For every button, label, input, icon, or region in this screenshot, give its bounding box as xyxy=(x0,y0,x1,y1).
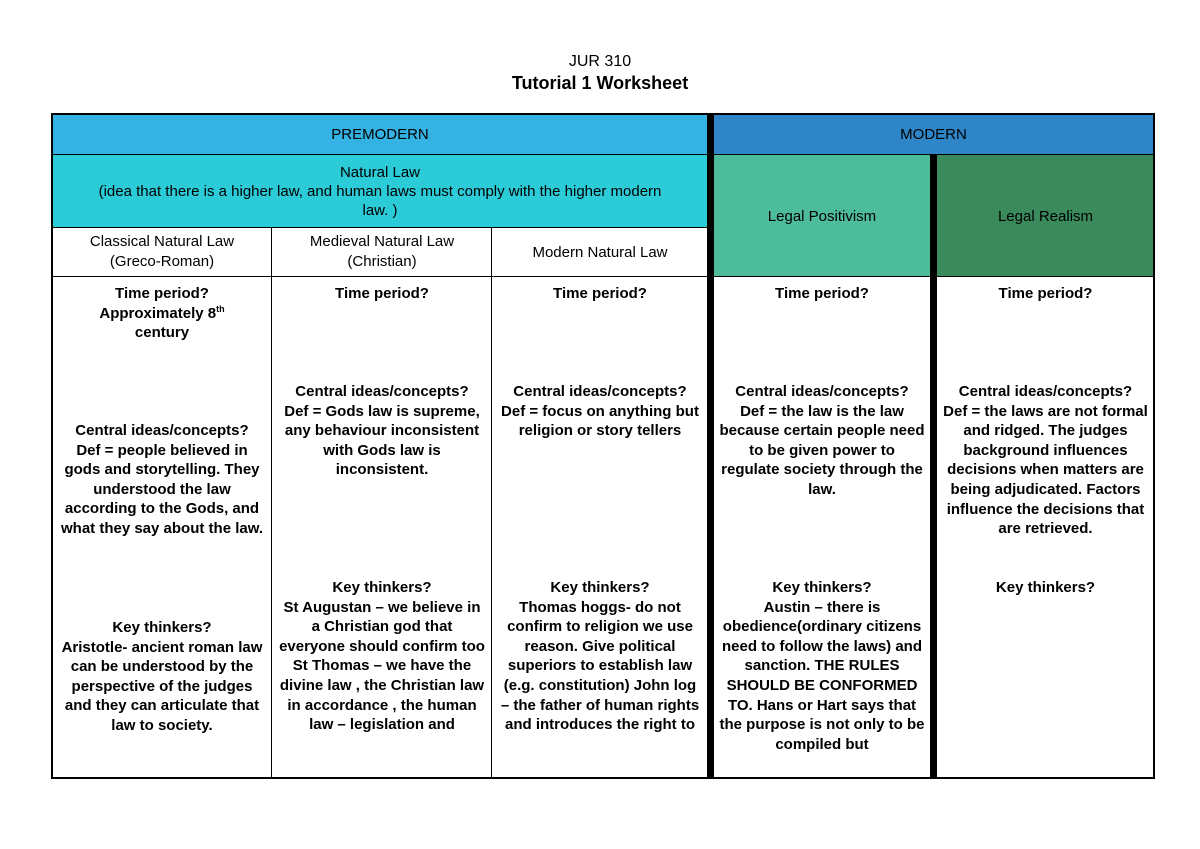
positivism-column xyxy=(713,284,931,778)
natural-law-description: (idea that there is a higher law, and human laws must comply with the higher modern law. ) xyxy=(98,182,662,219)
modern-natural-ideas-answer: Def = focus on anything but religion or story tellers xyxy=(501,402,699,440)
modern-natural-law-header xyxy=(492,227,708,277)
classical-natural-law-header xyxy=(52,227,272,277)
medieval-ideas-question: Central ideas/concepts? xyxy=(295,383,469,400)
modern-header xyxy=(713,114,1154,155)
positivism-time-question: Time period? xyxy=(775,285,869,302)
modern-natural-ideas-question: Central ideas/concepts? xyxy=(513,383,687,400)
medieval-ideas-answer: Def = Gods law is supreme, any behaviour inconsistent with Gods law is inconsistent. xyxy=(284,402,480,479)
medieval-line1: Medieval Natural Law xyxy=(309,233,455,250)
legal-realism-label: Legal Realism xyxy=(997,207,1094,225)
row-line-2 xyxy=(51,227,708,228)
border-top xyxy=(51,113,1155,115)
legal-positivism-label: Legal Positivism xyxy=(767,207,877,225)
classical-line1: Classical Natural Law xyxy=(89,233,235,250)
positivism-thinkers-question: Key thinkers? xyxy=(772,579,872,596)
realism-ideas-answer: Def = the laws are not formal and ridged. The judges background influences decisions when matters are being adjudicated. Factors influence the decisions that are retrieved. xyxy=(943,402,1148,538)
legal-positivism-header xyxy=(713,155,931,277)
classical-line2: (Greco-Roman) xyxy=(109,253,215,270)
modern-natural-thinkers-answer: Thomas hoggs- do not confirm to religion we use reason. Give political superiors to establish law (e.g. constitution) John log – the father of human rights and introduces the right to xyxy=(500,598,700,734)
classical-thinkers-answer: Aristotle- ancient roman law can be understood by the perspective of the judges and they can articulate that law to society. xyxy=(61,638,263,734)
row-line-3 xyxy=(51,276,1155,277)
positivism-thinkers-answer: Austin – there is obedience(ordinary citizens need to follow the laws) and sanction. THE RULES SHOULD BE CONFORMED TO. Hans or Hart says that the purpose is not only to be compiled but xyxy=(719,598,925,753)
natural-law-header xyxy=(52,155,708,227)
medieval-natural-law-header xyxy=(272,227,492,277)
modern-divider xyxy=(930,155,937,779)
classical-time-answer-2: century xyxy=(134,324,190,342)
realism-ideas-question: Central ideas/concepts? xyxy=(958,383,1133,400)
natural-law-title: Natural Law xyxy=(339,163,421,181)
era-divider xyxy=(707,113,714,779)
row-line-1 xyxy=(51,154,1155,155)
medieval-line2: (Christian) xyxy=(347,253,417,270)
document-title: Tutorial 1 Worksheet xyxy=(511,73,689,93)
realism-time-question: Time period? xyxy=(998,285,1093,302)
medieval-time-question: Time period? xyxy=(335,285,429,302)
modern-natural-time-question: Time period? xyxy=(553,285,647,302)
positivism-ideas-question: Central ideas/concepts? xyxy=(735,383,909,400)
classical-column xyxy=(52,284,272,778)
classical-time-question: Time period? xyxy=(115,285,209,302)
modern-natural-thinkers-question: Key thinkers? xyxy=(550,579,650,596)
realism-column xyxy=(937,284,1154,778)
premodern-label: PREMODERN xyxy=(331,126,429,143)
classical-ideas-question: Central ideas/concepts? xyxy=(75,422,249,439)
border-bottom xyxy=(51,777,1155,779)
premodern-header xyxy=(52,114,708,155)
positivism-ideas-answer: Def = the law is the law because certain people need to be given power to regulate society through the law. xyxy=(719,402,925,498)
col-line-2 xyxy=(491,227,492,778)
medieval-column xyxy=(272,284,492,778)
medieval-thinkers-question: Key thinkers? xyxy=(332,579,432,596)
border-right xyxy=(1153,113,1155,779)
modern-natural-column xyxy=(492,284,708,778)
realism-thinkers-question: Key thinkers? xyxy=(995,579,1096,596)
classical-time-answer: Approximately 8th xyxy=(99,303,225,322)
col-line-1 xyxy=(271,227,272,778)
medieval-thinkers-answer: St Augustan – we believe in a Christian god that everyone should confirm too St Thomas – we have the divine law , the Christian law in accordance , the human law – legislation and xyxy=(279,598,485,734)
border-left xyxy=(51,113,53,779)
classical-thinkers-question: Key thinkers? xyxy=(112,619,212,636)
classical-ideas-answer: Def = people believed in gods and storytelling. They understood the law according to the Gods, and what they say about the law. xyxy=(61,441,263,537)
legal-realism-header xyxy=(937,155,1154,277)
modern-natural-law-label: Modern Natural Law xyxy=(532,243,668,261)
modern-label: MODERN xyxy=(900,126,967,143)
course-code: JUR 310 xyxy=(568,53,632,70)
